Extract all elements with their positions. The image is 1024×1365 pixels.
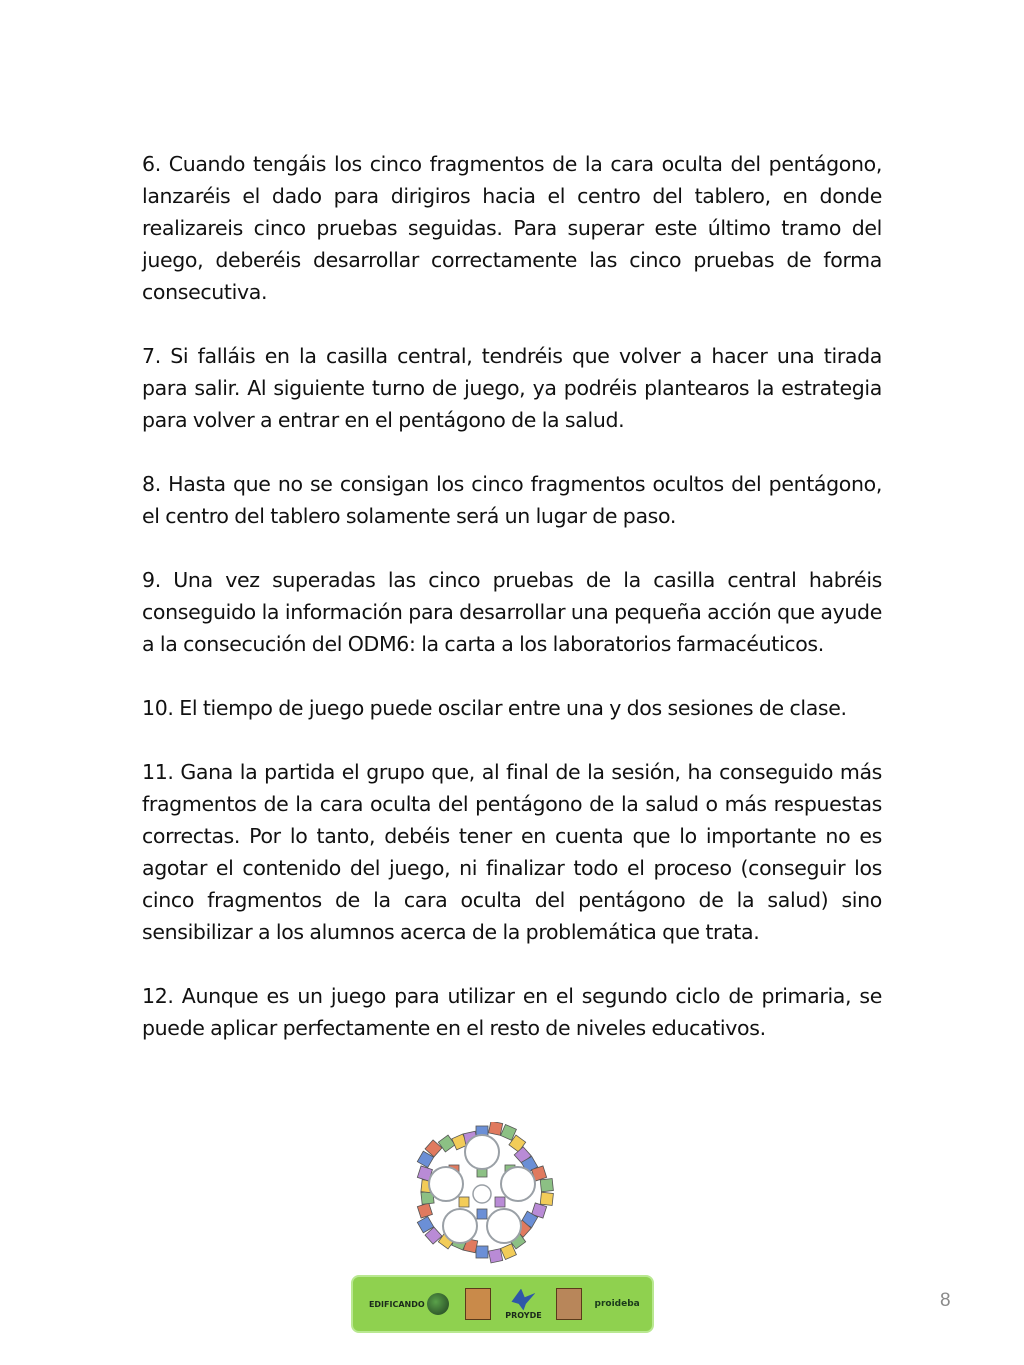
paragraph-rule-12: 12. Aunque es un juego para utilizar en el segundo ciclo de primaria, se puede aplicar perfectamente en el resto de niveles educativos.	[142, 984, 882, 1040]
page-number: 8	[940, 1290, 951, 1311]
board-circle-bottom-right	[487, 1209, 521, 1243]
edificando-logo	[367, 1285, 451, 1323]
board-tile-inner	[495, 1197, 505, 1207]
bird-icon	[511, 1289, 535, 1311]
globe-icon	[427, 1293, 449, 1315]
proideba-logo	[596, 1289, 638, 1319]
proideba-logo-text: proideba	[594, 1299, 640, 1309]
proyde-logo	[504, 1284, 542, 1324]
paragraph-rule-7: 7. Si falláis en la casilla central, tendréis que volver a hacer una tirada para salir. Al siguiente turno de juego, ya podréis plantearos la estrategia para volver a entrar en el pentágono de la salud.	[142, 344, 882, 432]
house-logo-icon	[465, 1288, 491, 1320]
board-tile-inner	[477, 1209, 487, 1219]
board-circle-center	[473, 1185, 491, 1203]
game-board-image	[404, 1122, 560, 1268]
board-circle-bottom-left	[443, 1209, 477, 1243]
sponsor-logo-bar	[351, 1275, 654, 1333]
paragraph-rule-11: 11. Gana la partida el grupo que, al final de la sesión, ha conseguido más fragmentos de la cara oculta del pentágono de la salud o más respuestas correctas. Por lo tanto, debéis tener en cuenta que lo importante no es agotar el contenido del juego, ni finalizar todo el proceso (conseguir los cinco fragmentos de la cara oculta del pentágono de la salud) sino sensibilizar a los alumnos acerca de la problemática que trata.	[142, 760, 882, 944]
paragraph-rule-9: 9. Una vez superadas las cinco pruebas de la casilla central habréis conseguido la información para desarrollar una pequeña acción que ayude a la consecución del ODM6: la carta a los laboratorios farmacéuticos.	[142, 568, 882, 656]
edificando-logo-text: EDIFICANDO	[368, 1299, 425, 1309]
paragraph-rule-6: 6. Cuando tengáis los cinco fragmentos de la cara oculta del pentágono, lanzaréis el dado para dirigiros hacia el centro del tablero, en donde realizareis cinco pruebas seguidas. Para superar este último tramo del juego, deberéis desarrollar correctamente las cinco pruebas de forma consecutiva.	[142, 152, 882, 304]
board-circle-left	[429, 1167, 463, 1201]
board-circle-right	[501, 1167, 535, 1201]
board-tile	[540, 1192, 553, 1205]
board-tile	[417, 1203, 432, 1218]
proyde-logo-text: PROYDE	[505, 1310, 542, 1320]
document-body	[142, 148, 882, 1076]
board-tile-inner	[459, 1197, 469, 1207]
box-logo-icon	[556, 1288, 582, 1320]
board-tile	[488, 1122, 502, 1135]
board-tile	[540, 1179, 553, 1192]
board-tile	[488, 1249, 502, 1263]
paragraph-rule-10: 10. El tiempo de juego puede oscilar entre una y dos sesiones de clase.	[142, 696, 847, 720]
board-circle-top	[465, 1135, 499, 1169]
board-tile	[476, 1246, 488, 1258]
paragraph-rule-8: 8. Hasta que no se consigan los cinco fragmentos ocultos del pentágono, el centro del tablero solamente será un lugar de paso.	[142, 472, 882, 528]
